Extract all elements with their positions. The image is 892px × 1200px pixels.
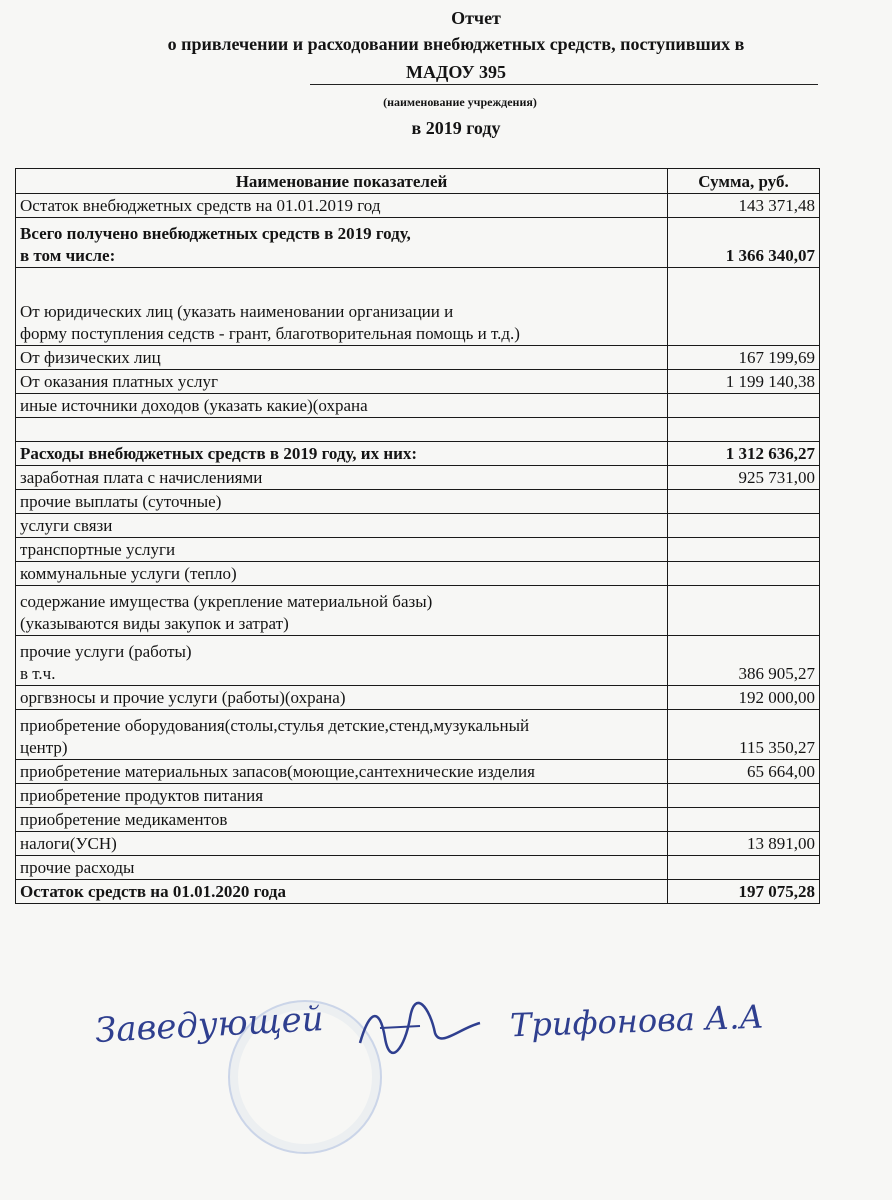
row-label: оргвзносы и прочие услуги (работы)(охрана)	[16, 686, 668, 710]
row-amount	[668, 538, 820, 562]
row-amount	[668, 856, 820, 880]
row-label: прочие услуги (работы) в т.ч.	[16, 636, 668, 686]
table-row	[16, 808, 820, 832]
row-amount: 167 199,69	[668, 346, 820, 370]
table-row	[16, 490, 820, 514]
table-row	[16, 514, 820, 538]
row-amount	[668, 490, 820, 514]
table-row	[16, 346, 820, 370]
table-row	[16, 856, 820, 880]
row-amount: 386 905,27	[668, 636, 820, 686]
table-row	[16, 418, 820, 442]
row-label: заработная плата с начислениями	[16, 466, 668, 490]
row-amount	[668, 784, 820, 808]
row-amount	[668, 268, 820, 346]
report-table	[15, 168, 820, 904]
table-row	[16, 194, 820, 218]
table-row	[16, 268, 820, 346]
row-label: услуги связи	[16, 514, 668, 538]
row-label: прочие выплаты (суточные)	[16, 490, 668, 514]
row-amount: 925 731,00	[668, 466, 820, 490]
row-label: прочие расходы	[16, 856, 668, 880]
row-label: содержание имущества (укрепление материальной базы) (указываются виды закупок и затрат)	[16, 586, 668, 636]
signer-role: Заведующей	[94, 999, 325, 1051]
row-amount: 1 366 340,07	[668, 218, 820, 268]
row-label: приобретение медикаментов	[16, 808, 668, 832]
row-label: приобретение материальных запасов(моющие,сантехнические изделия	[16, 760, 668, 784]
row-label: Остаток внебюджетных средств на 01.01.2019 год	[16, 194, 668, 218]
row-label: Всего получено внебюджетных средств в 2019 году, в том числе:	[16, 218, 668, 268]
column-header-name: Наименование показателей	[16, 169, 668, 194]
row-amount: 1 312 636,27	[668, 442, 820, 466]
table-row	[16, 710, 820, 760]
table-row	[16, 442, 820, 466]
report-title: Отчет	[451, 8, 501, 28]
signature-area	[0, 990, 892, 1200]
row-label: коммунальные услуги (тепло)	[16, 562, 668, 586]
signer-name: Трифонова А.А	[509, 997, 765, 1045]
table-row	[16, 562, 820, 586]
table-row	[16, 370, 820, 394]
row-amount	[668, 394, 820, 418]
row-label: приобретение продуктов питания	[16, 784, 668, 808]
row-amount	[668, 514, 820, 538]
institution-name: МАДОУ 395	[405, 62, 507, 82]
row-label: От юридических лиц (указать наименовании организации и форму поступления седств - грант, благотворительная помощь и т.д.)	[16, 268, 668, 346]
row-amount: 192 000,00	[668, 686, 820, 710]
table-row	[16, 784, 820, 808]
row-label: налоги(УСН)	[16, 832, 668, 856]
table-row	[16, 538, 820, 562]
table-row	[16, 394, 820, 418]
table-row	[16, 832, 820, 856]
table-row	[16, 586, 820, 636]
row-label	[16, 418, 668, 442]
row-label: От физических лиц	[16, 346, 668, 370]
table-header-row	[16, 169, 820, 194]
table-row	[16, 880, 820, 904]
row-label: Расходы внебюджетных средств в 2019 году, их них:	[16, 442, 668, 466]
institution-underline	[310, 84, 818, 85]
signature-mark	[350, 998, 490, 1058]
row-amount: 115 350,27	[668, 710, 820, 760]
table-row	[16, 466, 820, 490]
table-row	[16, 686, 820, 710]
row-label: От оказания платных услуг	[16, 370, 668, 394]
table-row	[16, 636, 820, 686]
row-label: Остаток средств на 01.01.2020 года	[16, 880, 668, 904]
table-row	[16, 218, 820, 268]
column-header-sum: Сумма, руб.	[668, 169, 820, 194]
row-amount: 197 075,28	[668, 880, 820, 904]
row-amount: 65 664,00	[668, 760, 820, 784]
row-label: приобретение оборудования(столы,стулья детские,стенд,музукальный центр)	[16, 710, 668, 760]
row-amount	[668, 418, 820, 442]
row-amount	[668, 586, 820, 636]
row-amount: 13 891,00	[668, 832, 820, 856]
row-label: транспортные услуги	[16, 538, 668, 562]
report-subtitle: о привлечении и расходовании внебюджетных средств, поступивших в	[167, 34, 745, 54]
table-row	[16, 760, 820, 784]
row-amount: 1 199 140,38	[668, 370, 820, 394]
row-amount: 143 371,48	[668, 194, 820, 218]
institution-note: (наименование учреждения)	[383, 95, 537, 109]
row-amount	[668, 562, 820, 586]
report-year: в 2019 году	[411, 118, 501, 138]
row-label: иные источники доходов (указать какие)(охрана	[16, 394, 668, 418]
row-amount	[668, 808, 820, 832]
